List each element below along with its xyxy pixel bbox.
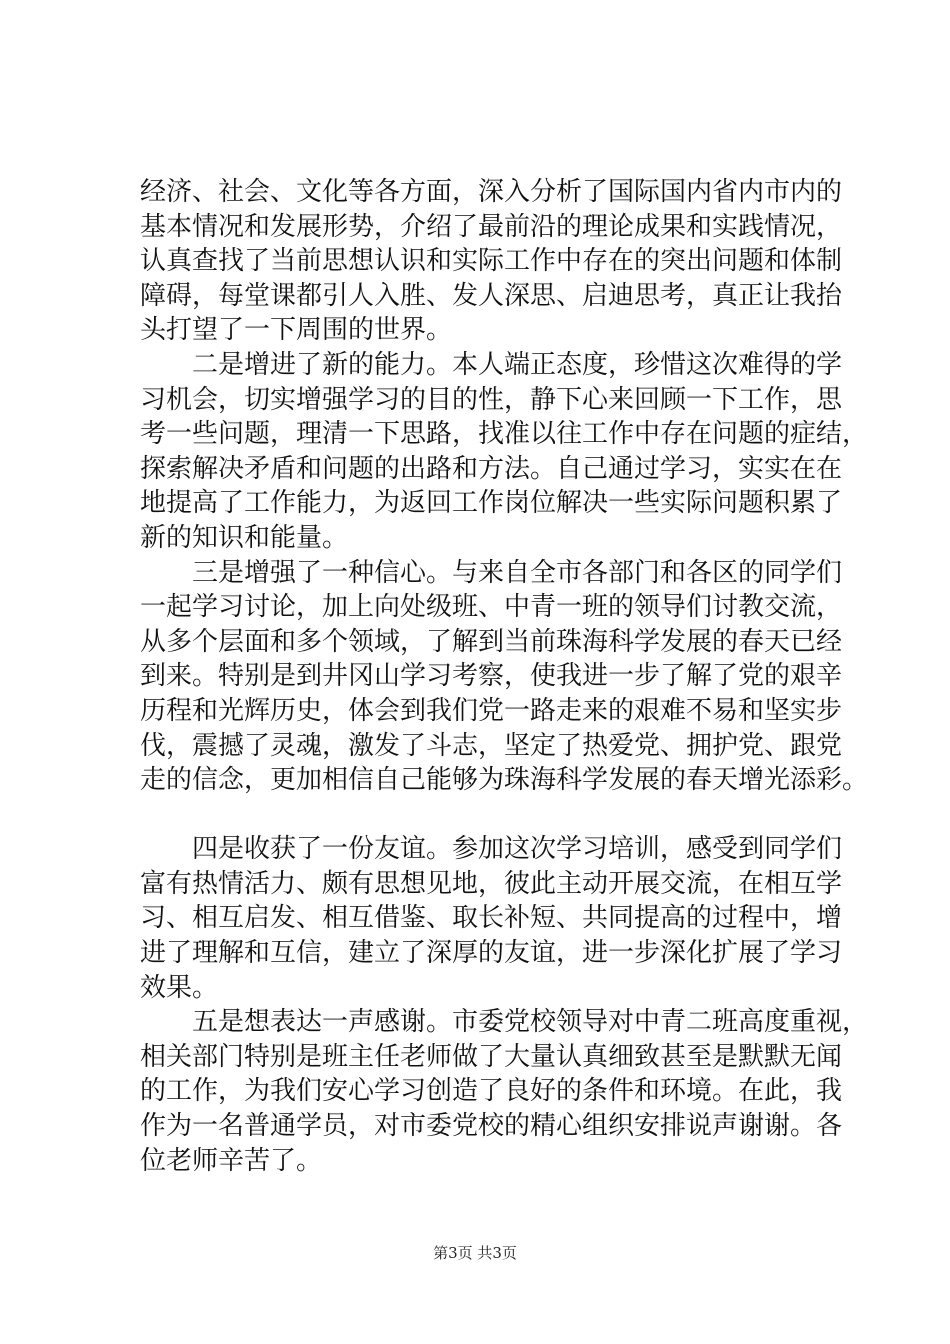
paragraph-line: 作为一名普通学员，对市委党校的精心组织安排说声谢谢。各: [140, 1111, 843, 1142]
paragraph-line: 三是增强了一种信心。与来自全市各部门和各区的同学们: [192, 557, 843, 588]
paragraph-line: 经济、社会、文化等各方面，深入分析了国际国内省内市内的: [140, 177, 843, 207]
paragraph-line: 五是想表达一声感谢。市委党校领导对中青二班高度重视，: [192, 1007, 869, 1038]
page-number-footer: 第3页 共3页: [433, 1244, 517, 1262]
paragraph-line: 基本情况和发展形势，介绍了最前沿的理论成果和实践情况，: [140, 211, 843, 242]
paragraph-line: 相关部门特别是班主任老师做了大量认真细致甚至是默默无闻: [140, 1041, 843, 1072]
paragraph-line: 一起学习讨论，加上向处级班、中青一班的领导们讨教交流，: [140, 592, 843, 623]
paragraph-4: [140, 832, 843, 1005]
paragraph-line: 习、相互启发、相互借鉴、取长补短、共同提高的过程中，增: [140, 903, 843, 934]
paragraph-line: 的工作，为我们安心学习创造了良好的条件和环境。在此，我: [140, 1076, 843, 1107]
paragraph-line: 到来。特别是到井冈山学习考察，使我进一步了解了党的艰辛: [140, 661, 843, 692]
paragraph-line: 习机会，切实增强学习的目的性，静下心来回顾一下工作，思: [140, 384, 843, 415]
paragraph-line: 效果。: [140, 972, 219, 1003]
paragraph-line: 新的知识和能量。: [140, 522, 349, 553]
paragraph-line: 障碍，每堂课都引人入胜、发人深思、启迪思考，真正让我抬: [140, 280, 843, 311]
paragraph-line: 从多个层面和多个领域，了解到当前珠海科学发展的春天已经: [140, 626, 843, 657]
paragraph-line: 认真查找了当前思想认识和实际工作中存在的突出问题和体制: [140, 246, 843, 277]
paragraph-line: 头打望了一下周围的世界。: [140, 315, 453, 346]
document-body: [140, 175, 869, 1178]
paragraph-line: 四是收获了一份友谊。参加这次学习培训，感受到同学们: [192, 834, 843, 865]
paragraph-2: [140, 348, 869, 556]
paragraph-5: [140, 1005, 869, 1178]
paragraph-line: 二是增进了新的能力。本人端正态度，珍惜这次难得的学: [192, 349, 843, 380]
paragraph-spacer: [140, 798, 840, 833]
paragraph-line: 富有热情活力、颇有思想见地，彼此主动开展交流，在相互学: [140, 868, 843, 899]
paragraph-line: 伐，震撼了灵魂，激发了斗志，坚定了热爱党、拥护党、跟党: [140, 730, 843, 761]
paragraph-line: 历程和光辉历史，体会到我们党一路走来的艰难不易和坚实步: [140, 695, 843, 726]
paragraph-line: 探索解决矛盾和问题的出路和方法。自己通过学习，实实在在: [140, 453, 843, 484]
paragraph-1: [140, 175, 843, 348]
paragraph-line: 走的信念，更加相信自己能够为珠海科学发展的春天增光添彩。: [140, 765, 869, 796]
paragraph-line: 进了理解和互信，建立了深厚的友谊，进一步深化扩展了学习: [140, 938, 843, 969]
paragraph-line: 考一些问题，理清一下思路，找准以往工作中存在问题的症结，: [140, 419, 869, 450]
paragraph-line: 地提高了工作能力，为返回工作岗位解决一些实际问题积累了: [140, 488, 843, 519]
paragraph-line: 位老师辛苦了。: [140, 1145, 323, 1176]
paragraph-3: [140, 556, 869, 798]
